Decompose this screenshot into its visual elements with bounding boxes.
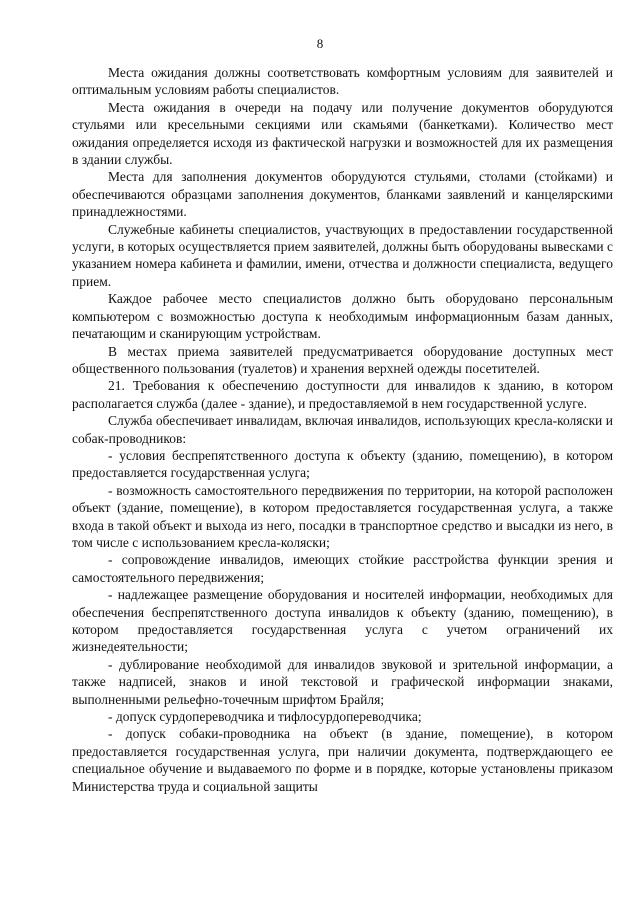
list-item: - возможность самостоятельного передвижения по территории, на которой расположен объект (здание, помещение), в котором предоставляется государственная услуга, а также входа в такой объект и выхода из него, посадки в транспортное средство и высадки из него, в том числе с использованием кресла-коляски;: [72, 482, 613, 550]
list-item: - допуск сурдопереводчика и тифлосурдопереводчика;: [108, 709, 422, 725]
list-item: - надлежащее размещение оборудования и носителей информации, необходимых для обеспечения беспрепятственного доступа инвалидов к объекту (зданию, помещению), в котором предоставляется государственная услуга с учетом ограничений их жизнедеятельности;: [72, 587, 613, 655]
paragraph: 21. Требования к обеспечению доступности для инвалидов к зданию, в котором располагается служба (далее - здание), и предоставляемой в нем государственной услуге.: [72, 378, 613, 411]
paragraph: Места ожидания в очереди на подачу или получение документов оборудуются стульями или кресельными секциями или скамьями (банкетками). Количество мест ожидания определяется исходя из фактической нагрузки и возможностей для их размещения в здании службы.: [72, 99, 613, 168]
list-item: - условия беспрепятственного доступа к объекту (зданию, помещению), в котором предоставляется государственная услуга;: [72, 447, 613, 481]
paragraph: Места для заполнения документов оборудуются стульями, столами (стойками) и обеспечиваются образцами заполнения документов, бланками заявлений и канцелярскими принадлежностями.: [72, 169, 613, 220]
list-item: - сопровождение инвалидов, имеющих стойкие расстройства функции зрения и самостоятельного передвижения;: [72, 552, 613, 585]
paragraph: Служебные кабинеты специалистов, участвующих в предоставлении государственной услуги, в которых осуществляется прием заявителей, должны быть оборудованы вывесками с указанием номера кабинета и фамилии, имени, отчества и должности специалиста, ведущего прием.: [72, 221, 613, 289]
list-item: - дублирование необходимой для инвалидов звуковой и зрительной информации, а также надписей, знаков и иной текстовой и графической информации знаками, выполненными рельефно-точечным шрифтом Брайля;: [72, 656, 613, 707]
list-item: - допуск собаки-проводника на объект (в здание, помещение), в котором предоставляется государственная услуга, при наличии документа, подтверждающего ее специальное обучение и выдаваемого по форме и в порядке, которые установлены приказом Министерства труда и социальной защиты: [72, 726, 613, 794]
paragraph: Места ожидания должны соответствовать комфортным условиям для заявителей и оптимальным условиям работы специалистов.: [72, 65, 613, 98]
document-body: [72, 64, 613, 795]
paragraph: Служба обеспечивает инвалидам, включая инвалидов, использующих кресла-коляски и собак-проводников:: [72, 413, 613, 446]
paragraph: Каждое рабочее место специалистов должно быть оборудовано персональным компьютером с возможностью доступа к необходимым информационным базам данных, печатающим и сканирующим устройствам.: [72, 291, 613, 342]
paragraph: В местах приема заявителей предусматривается оборудование доступных мест общественного пользования (туалетов) и хранения верхней одежды посетителей.: [72, 343, 613, 376]
page-number: 8: [316, 36, 324, 51]
